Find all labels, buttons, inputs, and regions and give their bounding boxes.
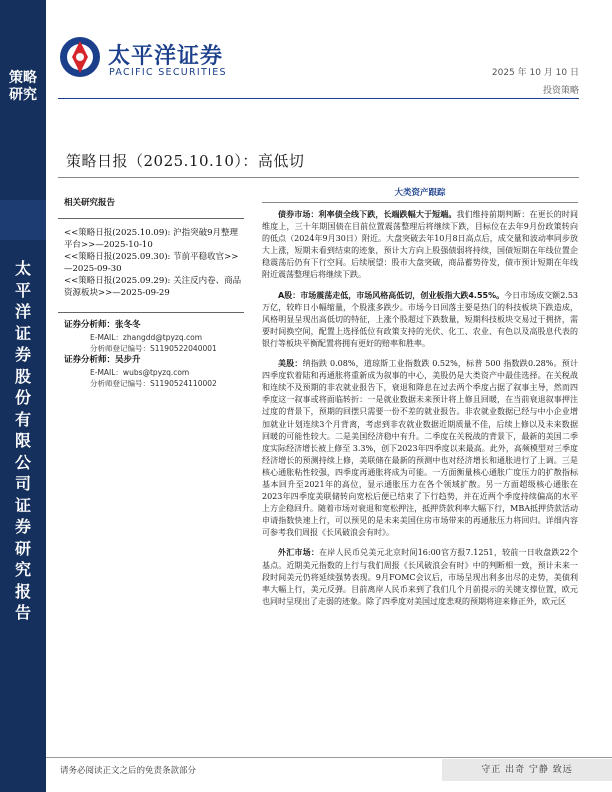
related-report-item[interactable]: <<策略日报(2025.09.30): 节前平稳收官>>—2025-09-30 <box>64 252 239 274</box>
sidebar-company-label: 太平洋证券股份有限公司证券研究报告 <box>14 259 31 622</box>
paragraph-lead: A股：市场震荡走低，市场风格高低切，创业板指大跌4.55%。 <box>278 290 505 300</box>
header-divider <box>58 98 579 99</box>
analyst-name: 证券分析师：吴步升 <box>64 355 141 365</box>
related-report-item[interactable]: <<策略日报(2025.10.09): 沪指突破9月整理平台>>—2025-10-10 <box>64 228 239 250</box>
sidebar-block <box>0 200 46 240</box>
related-reports <box>58 190 244 299</box>
title-divider <box>58 177 579 178</box>
analyst-email[interactable]: E-MAIL：zhangdd@tpyzq.com <box>90 333 202 342</box>
related-reports-list <box>58 227 244 299</box>
analyst-cert: 分析师登记编号：S1190522040001 <box>90 344 217 353</box>
report-title: 策略日报（2025.10.10）：高低切 <box>66 152 305 170</box>
analyst-info <box>58 312 244 389</box>
related-report-item[interactable]: <<策略日报(2025.09.29): 关注反内卷、商品资源板块>>—2025-09-29 <box>64 276 242 298</box>
report-type: 投资策略 <box>542 86 579 96</box>
related-reports-heading: 相关研究报告 <box>58 190 244 219</box>
footer-divider <box>46 757 612 758</box>
report-date: 2025 年 10 月 10 日 <box>491 68 579 78</box>
paragraph-us-stocks <box>262 358 578 539</box>
paragraph-lead: 美股： <box>278 359 303 369</box>
sidebar <box>0 0 46 792</box>
analyst-name: 证券分析师：张冬冬 <box>64 320 141 330</box>
section-divider <box>262 202 578 203</box>
footer-disclaimer: 请务必阅读正文之后的免责条款部分 <box>60 766 197 776</box>
section-tag: 大类资产跟踪 <box>394 188 446 198</box>
paragraph-text: 纳指跌 0.08%，道琼斯工业指数跌 0.52%，标普 500 指数跌0.28%。预计四季度软着陆和再通胀将重新成为叙事的中心，美股仍是大类资产中最佳选择。在关税战和连续不及预期的非农就业报告下，衰退和降息在过去两个季度占据了叙事主导，然而四季度这一叙事或将面临转折：一是就业数据未来预计将上修且回暖，在当前衰退叙事押注过度的背景下，预期的回摆只需要一份不差的就业报告。非农就业数据已经与中小企业增加就业计划连续3个月背离，考虑到非农就业数据近期质量不佳，后续上修以及未来数据回暖的可能性较大。二是美国经济稳中有升。二季度在关税战的背景下，最新的美国二季度实际经济增长被上修至 3.3%，创下2023年四季度以来最高。此外，高频模型对三季度经济增长的预测持续上修，美联储在最新的预测中也对经济增长和通胀进行了上调。三是核心通胀粘性较强，四季度再通胀将成为可能。一方面衡量核心通胀广度压力的扩散指标基本回升至2021年的高位，显示通胀压力在各个领域扩散。另一方面超级核心通胀在2023年四季度美联储转向宽松后便已结束了下行趋势，并在近两个季度持续偏高的水平上方企稳回升。随着市场对衰退和宽松押注，抵押贷款利率大幅下行，MBA抵押贷款活动申请指数快速上行，可以预见的是未来美国住房市场带来的再通胀压力将回归。详细内容可参考我们周报《长风破浪会有时》。 <box>262 359 579 538</box>
paragraph-text: 今日市场成交额2.53万亿，较昨日小幅缩量，个股涨多跌少。市场今日回落主要是热门的科技板块下跌造成，风格明显呈现出高低切的特征，上涨个股超过下跌数量，短期科技板块交易过于拥挤，需要时间换空间，配置上选择低位有政策支持的光伏、化工、农业、有色以及高股息代表的银行等板块平衡配置将拥有更好的赔率和胜率。 <box>262 290 579 348</box>
analyst-cert: 分析师登记编号：S1190524110002 <box>90 379 217 388</box>
analyst-email[interactable]: E-MAIL：wubs@tpyzq.com <box>90 368 190 377</box>
logo-text-en: PACIFIC SECURITIES <box>109 67 227 78</box>
paragraph-lead: 外汇市场： <box>278 548 320 558</box>
paragraph-fx-market <box>262 547 578 607</box>
paragraph-a-share <box>262 290 578 350</box>
paragraph-bond-market <box>262 209 578 282</box>
footer-slogan: 守正 出奇 宁静 致远 <box>442 759 612 781</box>
company-logo-icon <box>58 35 102 79</box>
sidebar-category-label: 策略研究 <box>9 70 37 103</box>
paragraph-text: 在岸人民币兑美元北京时间16:00官方报7.1251，较前一日收盘跌22个基点。近期美元指数的上行与我们周报《长风破浪会有时》中的判断相一致，预计未来一段时间美元仍将延续强势表现。9月FOMC会议后，市场呈现出利多出尽的走势，美债利率大幅上行，美元反弹。目前离岸人民币来到了我们几个月前提示的关键支撑位置，欧元也同时呈现出了走弱的迹象。除了四季度对美国过度悲观的预期将迎来修正外，欧元区 <box>262 548 578 606</box>
paragraph-lead: 债券市场：利率债全线下跌，长端跌幅大于短端。 <box>278 210 457 219</box>
logo-text-cn: 太平洋证券 <box>108 44 224 69</box>
paragraph-text: 我们维持前期判断：在更长的时间维度上，三十年期国债在目前位置震荡整理后将继续下跌，目标位在去年9月份政策转向的低点（2024年9月30日）附近。大盘突破去年10月8日高点后，成交量和波动率同步放大上涨，短期未看到结束的迹象，预计大方向上股强债弱将持续，国债短期在年线位置企稳震荡后仍有下行空间。后续展望：股市大盘突破，商品蓄势待发，债市预计短期在年线附近震荡整理后将继续下跌。 <box>262 210 579 280</box>
report-body <box>262 186 578 616</box>
